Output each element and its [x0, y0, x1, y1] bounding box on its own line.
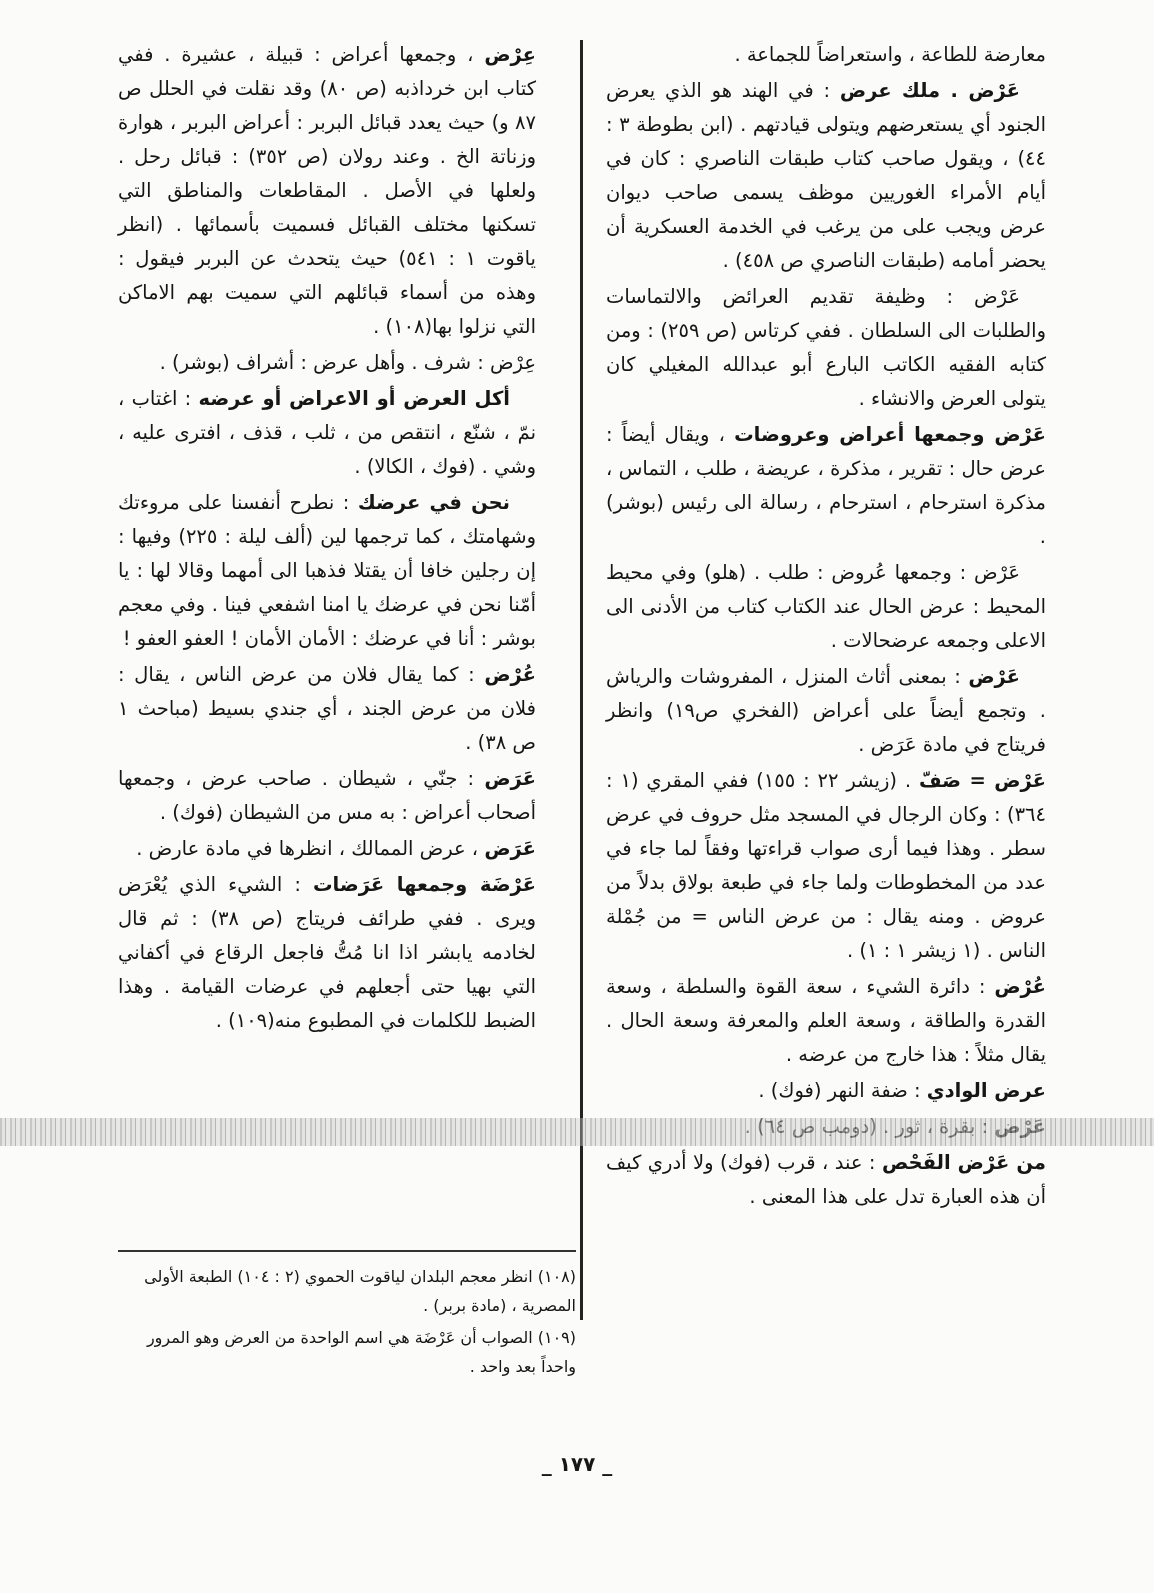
entry-text: : كما يقال فلان من عرض الناس ، يقال : فلان من عرض الجند ، أي جندي بسيط (مباحث ١ ص ٣٨) .	[118, 663, 536, 754]
entry-text: عَرْض : وجمعها عُروض : طلب . (هلو) وفي محيط المحيط : عرض الحال عند الكتاب كتاب من الأدنى الى الاعلى وجمعه عرضحالات .	[606, 561, 1046, 652]
entry-headword: عَرْض = صَفّ	[918, 769, 1046, 792]
entry	[606, 556, 1046, 658]
entry-text: : الشيء الذي يُعْرَض ويرى . ففي طرائف فريتاج (ص ٣٨) : ثم قال لخادمه يابشر اذا انا مُتُّ فاجعل الرقاع في أكفاني التي بهيا حتى أجعلهم في عرضات القيامة . وهذا الضبط للكلمات في المطبوع منه(١٠٩) .	[118, 873, 537, 1032]
entry-headword: عَرْضَة وجمعها عَرَضات	[312, 873, 536, 896]
entry-text: عِرْض : شرف . وأهل عرض : أشراف (بوشر) .	[159, 351, 536, 374]
entry-text: : ضفة النهر (فوك) .	[758, 1079, 927, 1102]
entry	[606, 418, 1046, 554]
entry-text: ، عرض الممالك ، انظرها في مادة عارض .	[136, 837, 485, 860]
entry-text: : نطرح أنفسنا على مروءتك وشهامتك ، كما ترجمها لين (ألف ليلة : ٢٢٥) وفيها : إن رجلين خافا أن يقتلا فذهبا الى أمهما وقالا لها : يا أمّنا نحن في عرضك يا امنا اشفعي فينا . وفي معجم بوشر : أنا في عرضك : الأمان الأمان ! العفو العفو !	[118, 491, 536, 650]
entry-text: . (زيشر ٢٢ : ١٥٥) ففي المقري (١ : ٣٦٤) : وكان الرجال في المسجد مثل حروف في عرض سطر . وهذا فيما أرى صواب قراءتها وفقاً لما جاء في عدد من المخطوطات ولما جاء في طبعة بولاق بدلاً من عروض . ومنه يقال : من عرض الناس = من جُمْلة الناس . (١ زيشر ١ : ١) .	[606, 769, 1046, 962]
entry-text: : اغتاب ، نمّ ، شنّع ، انتقص من ، ثلب ، قذف ، افترى عليه ، وشي . (فوك ، الكالا) .	[118, 387, 536, 478]
entry-headword: عرض الوادي	[926, 1079, 1046, 1102]
entry	[118, 658, 536, 760]
entry-headword: عُرْض	[994, 975, 1046, 998]
entry-text: معارضة للطاعة ، واستعراضاً للجماعة .	[734, 43, 1046, 66]
footnote-108: (١٠٨) انظر معجم البلدان لياقوت الحموي (٢ : ١٠٤) الطبعة الأولى المصرية ، (مادة بربر) .	[144, 1267, 576, 1315]
entry-text: : دائرة الشيء ، سعة القوة والسلطة ، وسعة القدرة والطاقة ، وسعة العلم والمعرفة وسعة الحال . يقال مثلاً : هذا خارج من عرضه .	[606, 975, 1046, 1066]
entry-headword: عَرَض	[484, 837, 536, 860]
footnotes	[118, 1262, 576, 1381]
entry-headword: من عَرْض الفَحْص	[881, 1151, 1046, 1174]
entry	[118, 38, 536, 344]
entry-text: ، وجمعها أعراض : قبيلة ، عشيرة . ففي كتاب ابن خرداذبه (ص ٨٠) وقد نقلت في الحلل ص ٨٧ و) حيث يعدد قبائل البربر : أعراض البربر ، هوارة وزناتة الخ . وعند رولان (ص ٣٥٢) : قبائل رحل . ولعلها في الأصل . المقاطعات والمناطق التي تسكنها مختلف القبائل فسميت بأسمائها . (انظر ياقوت ١ : ٥٤١) حيث يتحدث عن البربر فيقول : وهذه من أسماء قبائلهم التي سميت بهم الاماكن التي نزلوا بها(١٠٨) .	[118, 43, 536, 338]
entry	[606, 764, 1046, 968]
entry-headword: عَرْض وجمعها أعراض وعروضات	[734, 423, 1046, 446]
entry	[118, 346, 536, 380]
entry	[606, 660, 1046, 762]
entry-text: : بمعنى أثاث المنزل ، المفروشات والرياش . وتجمع أيضاً على أعراض (الفخري ص١٩) وانظر فريتاج في مادة عَرَض .	[606, 665, 1046, 756]
footnote-109: (١٠٩) الصواب أن عَرْضَة هي اسم الواحدة من العرض وهو المرور واحداً بعد واحد .	[146, 1328, 576, 1376]
entry-text: عَرْض : وظيفة تقديم العرائض والالتماسات والطلبات الى السلطان . ففي كرتاس (ص ٢٥٩) : ومن كتابه الفقيه الكاتب البارع أبو عبدالله المغيلي كان يتولى العرض والانشاء .	[606, 285, 1046, 410]
entry-headword: عَرْض	[968, 665, 1020, 688]
entry	[118, 762, 536, 830]
page-number: _ ١٧٧ _	[541, 1452, 613, 1476]
entry	[606, 970, 1046, 1072]
entry	[606, 1146, 1046, 1214]
entry	[118, 382, 536, 484]
entry-text: : جنّي ، شيطان . صاحب عرض ، وجمعها أصحاب أعراض : به مس من الشيطان (فوك) .	[118, 767, 536, 824]
entry	[606, 1074, 1046, 1108]
entry-text: ، ويقال أيضاً : عرض حال : تقرير ، مذكرة ، عريضة ، طلب ، التماس ، مذكرة استرحام ، استرحام ، رسالة الى رئيس (بوشر) .	[606, 423, 1046, 548]
entry	[118, 486, 536, 656]
entry	[118, 832, 536, 866]
entry-headword: عَرَض	[484, 767, 536, 790]
entry-text: : عند ، قرب (فوك) ولا أدري كيف أن هذه العبارة تدل على هذا المعنى .	[606, 1151, 1046, 1208]
entry-text: : في الهند هو الذي يعرض الجنود أي يستعرضهم ويتولى قيادتهم . (ابن بطوطة ٣ : ٤٤) ، ويقول صاحب كتاب طبقات الناصري : كان في أيام الأمراء الغوريين موظف يسمى صاحب ديوان عرض ويجب على من يرغب في الخدمة العسكرية أن يحضر أمامه (طبقات الناصري ص ٤٥٨) .	[606, 79, 1046, 272]
right-column	[606, 38, 1046, 1214]
entry-headword: عِرْض	[484, 43, 536, 66]
entry-headword: عَرْض . ملك عرض	[839, 79, 1020, 102]
entry	[118, 868, 536, 1038]
entry-headword: نحن في عرضك	[357, 491, 510, 514]
entry-headword: عُرْض	[484, 663, 536, 686]
entry-headword: أكل العرض أو الاعراض أو عرضه	[198, 387, 510, 410]
entry	[606, 74, 1046, 278]
footnote-rule	[118, 1250, 576, 1252]
scan-noise-band	[0, 1118, 1154, 1146]
entry	[606, 280, 1046, 416]
left-column	[118, 38, 536, 1038]
entry	[606, 38, 1046, 72]
